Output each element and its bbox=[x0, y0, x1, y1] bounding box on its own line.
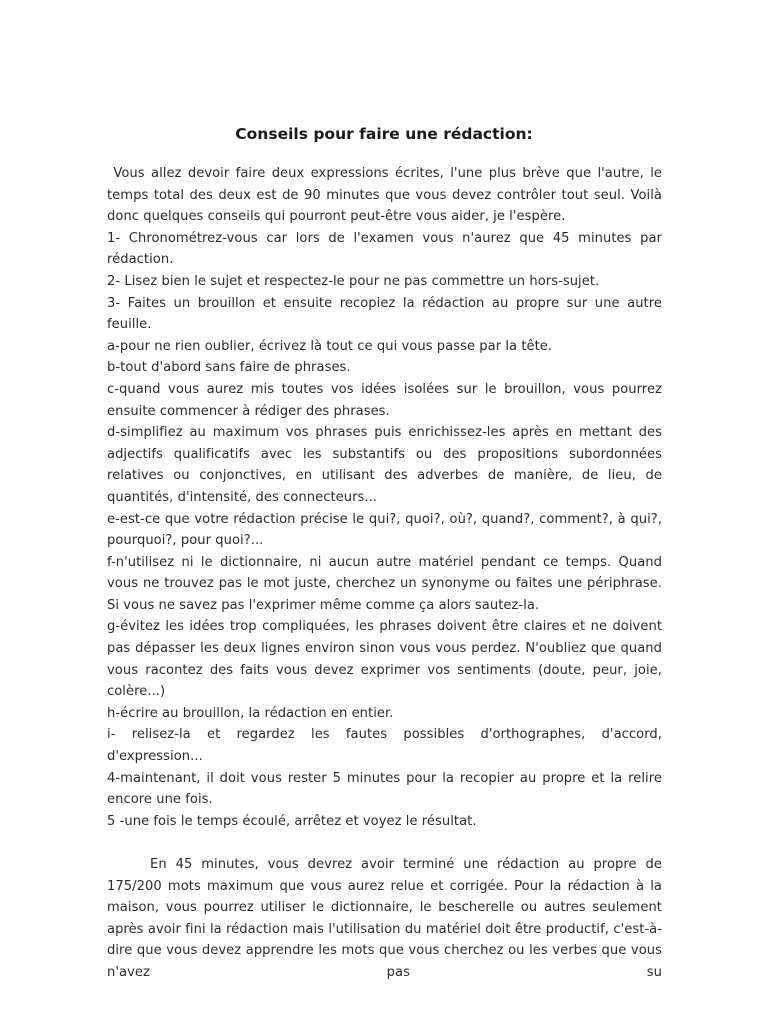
tip-3c: c-quand vous aurez mis toutes vos idées isolées sur le brouillon, vous pourrez ensuite commencer à rédiger des phrases. bbox=[107, 381, 662, 419]
tip-3: 3- Faites un brouillon et ensuite recopiez la rédaction au propre sur une autre feuille. bbox=[107, 295, 662, 333]
intro-paragraph: Vous allez devoir faire deux expressions écrites, l'une plus brève que l'autre, le temps total des deux est de 90 minutes que vous devez contrôler tout seul. Voilà donc quelques conseils qui pourront peut-être vous aider, je l'espère. bbox=[107, 166, 667, 225]
document-body bbox=[107, 163, 667, 984]
tip-4: 4-maintenant, il doit vous rester 5 minutes pour la recopier au propre et la relire encore une fois. bbox=[107, 770, 662, 808]
tip-3b: b-tout d'abord sans faire de phrases. bbox=[107, 360, 351, 376]
tip-3g: g-évitez les idées trop compliquées, les phrases doivent être claires et ne doivent pas dépasser les deux lignes environ sinon vous vous perdez. N'oubliez que quand vous racontez des faits vous devez exprimer vos sentiments (doute, peur, joie, colère...) bbox=[107, 619, 662, 700]
tip-3e: e-est-ce que votre rédaction précise le qui?, quoi?, où?, quand?, comment?, à qui?, pourquoi?, pour quoi?... bbox=[107, 511, 662, 549]
tip-3h: h-écrire au brouillon, la rédaction en entier. bbox=[107, 705, 394, 721]
tip-3d: d-simplifiez au maximum vos phrases puis enrichissez-les après en mettant des adjectifs qualificatifs avec les substantifs ou des propositions subordonnées relatives ou conjonctives, en utilisant des adverbes de manière, de lieu, de quantités, d'intensité, des connecteurs... bbox=[107, 425, 662, 505]
tip-3a: a-pour ne rien oublier, écrivez là tout ce qui vous passe par la tête. bbox=[107, 338, 553, 354]
tip-1: 1- Chronométrez-vous car lors de l'examen vous n'aurez que 45 minutes par rédaction. bbox=[107, 230, 662, 268]
document-title: Conseils pour faire une rédaction: bbox=[235, 125, 533, 143]
paragraph-spacer bbox=[107, 832, 662, 854]
tip-3f: f-n'utilisez ni le dictionnaire, ni aucun autre matériel pendant ce temps. Quand vous ne trouvez pas le mot juste, cherchez un synonyme ou faites une périphrase. Si vous ne savez pas l'exprimer même comme ça alors sautez-la. bbox=[107, 554, 662, 613]
tip-3i: i- relisez-la et regardez les fautes possibles d'orthographes, d'accord, d'expression... bbox=[107, 727, 662, 765]
closing-paragraph: En 45 minutes, vous devrez avoir terminé une rédaction au propre de 175/200 mots maximum que vous aurez relue et corrigée. Pour la rédaction à la maison, vous pourrez utiliser le dictionnaire, le bescherelle ou autres seulement après avoir fini la rédaction mais l'utilisation du matériel doit être productif, c'est-à-dire que vous devez apprendre les mots que vous cherchez ou les verbes que vous n'avez pas su bbox=[107, 857, 662, 980]
tip-5: 5 -une fois le temps écoulé, arrêtez et voyez le résultat. bbox=[107, 813, 477, 829]
tip-2: 2- Lisez bien le sujet et respectez-le pour ne pas commettre un hors-sujet. bbox=[107, 273, 600, 289]
